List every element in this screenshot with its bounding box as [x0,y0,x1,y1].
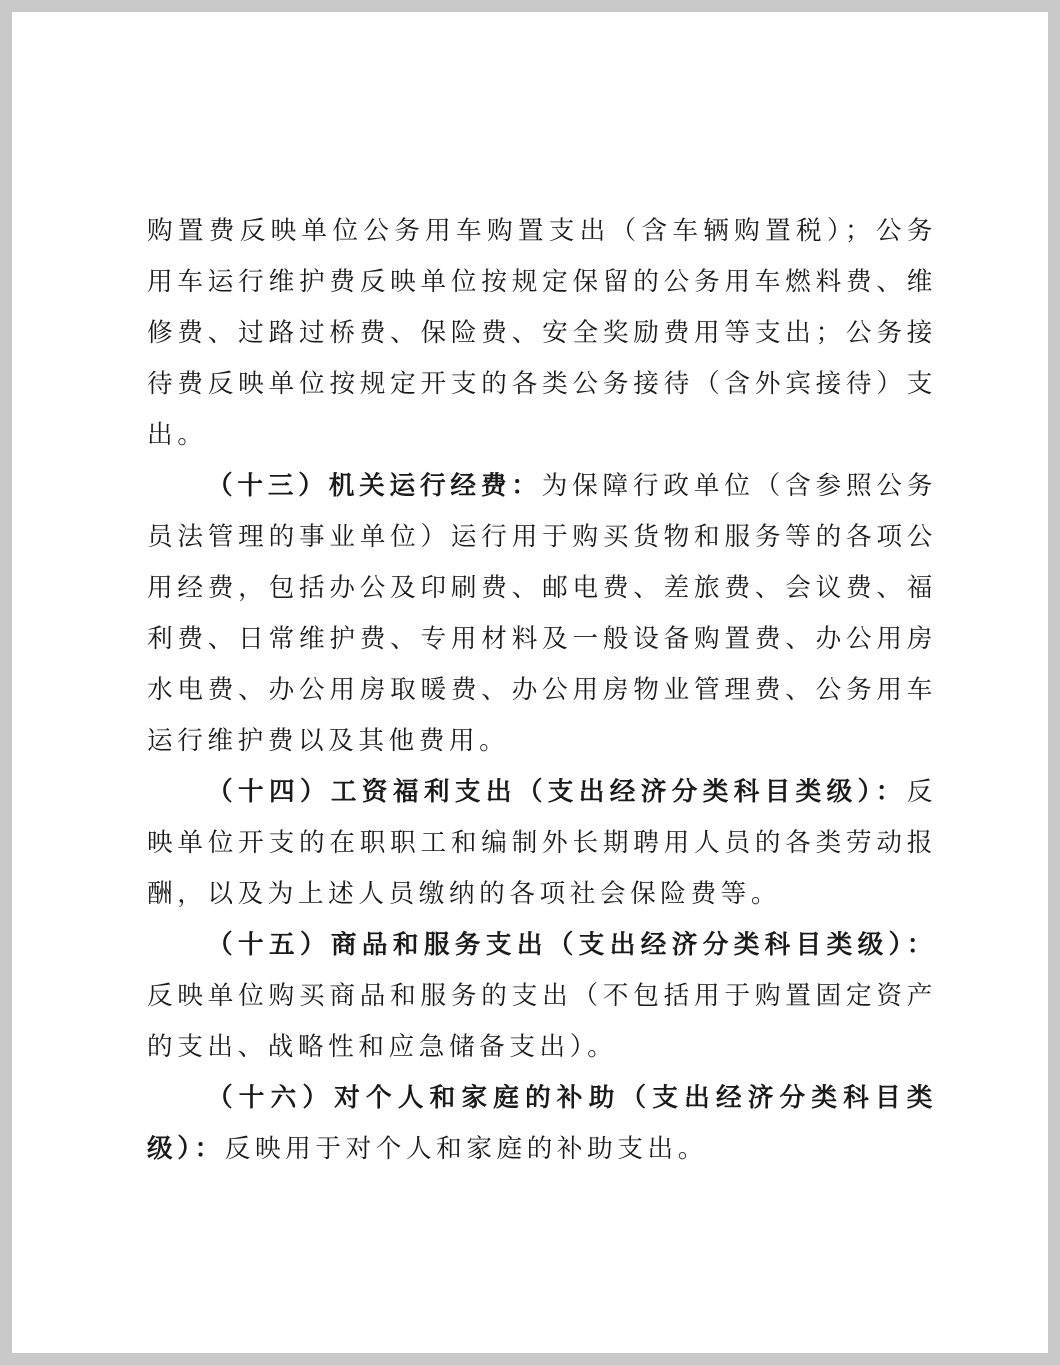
paragraph-heading: （十六）对个人和家庭的补助（支出经济分类科目类级）： [147,1083,937,1164]
paragraph-heading: （十三）机关运行经费： [207,471,542,501]
paragraph-item-13 [147,461,937,767]
paragraph-heading: （十四）工资福利支出（支出经济分类科目类级）： [207,777,907,807]
paragraph-text: 反映用于对个人和家庭的补助支出。 [224,1134,708,1164]
paragraph-heading: （十五）商品和服务支出（支出经济分类科目类级）： [207,930,937,960]
paragraph-text: 反映单位开支的在职职工和编制外长期聘用人员的各类劳动报酬，以及为上述人员缴纳的各项社会保险费等。 [147,777,937,909]
paragraph-text: 为保障行政单位（含参照公务员法管理的事业单位）运行用于购买货物和服务等的各项公用经费，包括办公及印刷费、邮电费、差旅费、会议费、福利费、日常维护费、专用材料及一般设备购置费、办公用房水电费、办公用房取暖费、办公用房物业管理费、公务用车运行维护费以及其他费用。 [147,471,937,756]
paragraph-item-15 [147,920,937,1073]
paragraph-item-16 [147,1073,937,1175]
document-page [12,12,1048,1353]
paragraph-item-14 [147,767,937,920]
paragraph-vehicle-expenses [147,206,937,461]
document-body [147,206,937,1175]
paragraph-text: 购置费反映单位公务用车购置支出（含车辆购置税）；公务用车运行维护费反映单位按规定保留的公务用车燃料费、维修费、过路过桥费、保险费、安全奖励费用等支出；公务接待费反映单位按规定开支的各类公务接待（含外宾接待）支出。 [147,216,937,450]
paragraph-text: 反映单位购买商品和服务的支出（不包括用于购置固定资产的支出、战略性和应急储备支出）。 [147,981,937,1062]
